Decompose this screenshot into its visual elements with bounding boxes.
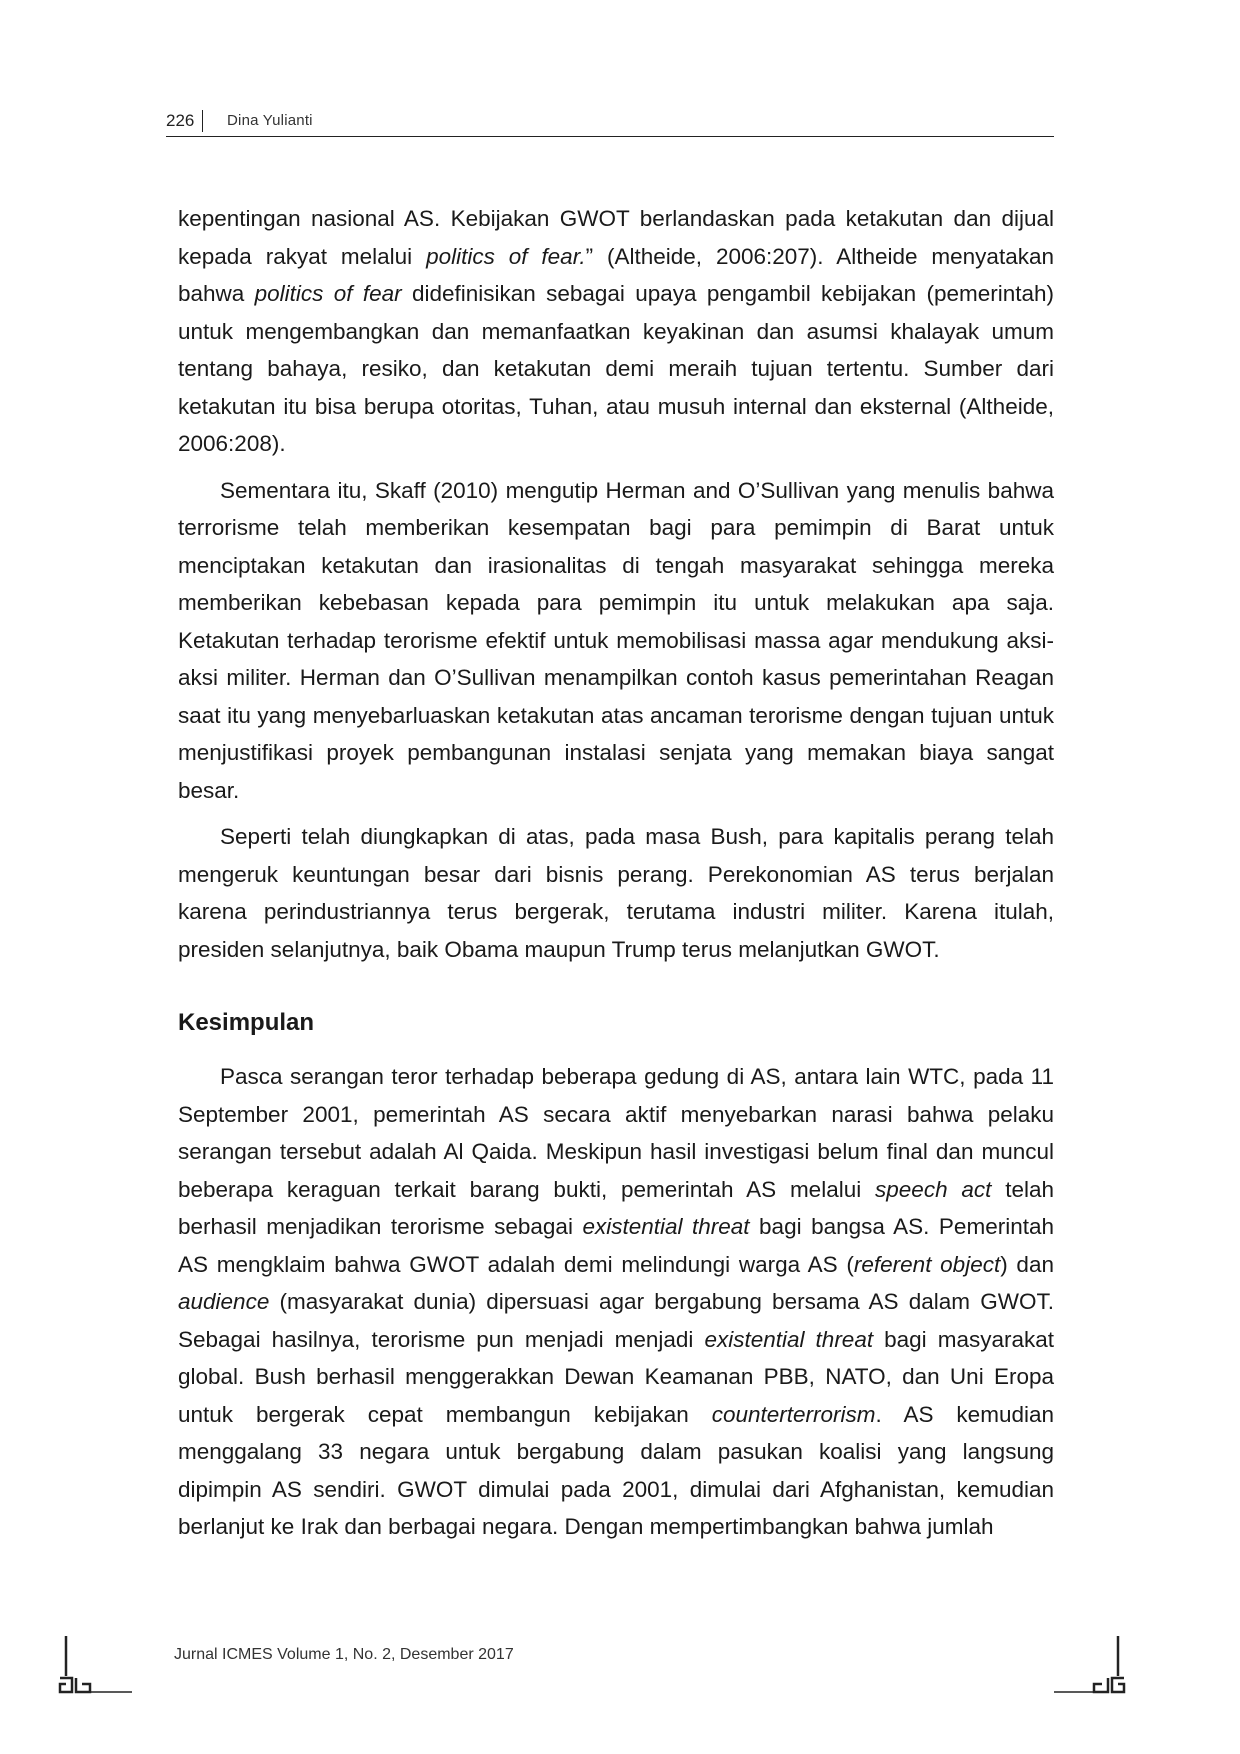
running-header bbox=[166, 108, 1054, 137]
corner-ornament-left-icon bbox=[58, 1636, 138, 1696]
header-author: Dina Yulianti bbox=[227, 112, 313, 129]
journal-footer: Jurnal ICMES Volume 1, No. 2, Desember 2017 bbox=[174, 1646, 514, 1663]
paragraph-3: Seperti telah diungkapkan di atas, pada masa Bush, para kapitalis perang telah mengeruk keuntungan besar dari bisnis perang. Perekonomian AS terus berjalan karena perindustriannya terus bergerak, terutama industri militer. Karena itulah, presiden selanjutnya, baik Obama maupun Trump terus melanjutkan GWOT. bbox=[178, 824, 1054, 962]
page-number: 226 bbox=[166, 110, 203, 132]
paragraph-4: Pasca serangan teror terhadap beberapa gedung di AS, antara lain WTC, pada 11 September 2001, pemerintah AS secara aktif menyebarkan narasi bahwa pelaku serangan tersebut adalah Al Qaida. Meskipun hasil investigasi belum final dan muncul beberapa keraguan terkait barang bukti, pemerintah AS melalui speech act telah berhasil menjadikan terorisme sebagai existential threat bagi bangsa AS. Pemerintah AS mengklaim bahwa GWOT adalah demi melindungi warga AS (referent object) dan audience (masyarakat dunia) dipersuasi agar bergabung bersama AS dalam GWOT. Sebagai hasilnya, terorisme pun menjadi menjadi existential threat bagi masyarakat global. Bush berhasil menggerakkan Dewan Keamanan PBB, NATO, dan Uni Eropa untuk bergerak cepat membangun kebijakan counterterrorism. AS kemudian menggalang 33 negara untuk bergabung dalam pasukan koalisi yang langsung dipimpin AS sendiri. GWOT dimulai pada 2001, dimulai dari Afghanistan, kemudian berlanjut ke Irak dan berbagai negara. Dengan mempertimbangkan bahwa jumlah bbox=[178, 1064, 1054, 1539]
section-heading: Kesimpulan bbox=[178, 1009, 315, 1036]
paragraph-1: kepentingan nasional AS. Kebijakan GWOT berlandaskan pada ketakutan dan dijual kepada rakyat melalui politics of fear.” (Altheide, 2006:207). Altheide menyatakan bahwa politics of fear didefinisikan sebagai upaya pengambil kebijakan (pemerintah) untuk mengembangkan dan memanfaatkan keyakinan dan asumsi khalayak umum tentang bahaya, resiko, dan ketakutan demi meraih tujuan tertentu. Sumber dari ketakutan itu bisa berupa otoritas, Tuhan, atau musuh internal dan eksternal (Altheide, 2006:208). bbox=[178, 206, 1055, 456]
paragraph-2: Sementara itu, Skaff (2010) mengutip Herman and O’Sullivan yang menulis bahwa terrorisme telah memberikan kesempatan bagi para pemimpin di Barat untuk menciptakan ketakutan dan irasionalitas di tengah masyarakat sehingga mereka memberikan kebebasan kepada para pemimpin itu untuk melakukan apa saja. Ketakutan terhadap terorisme efektif untuk memobilisasi massa agar mendukung aksi-aksi militer. Herman dan O’Sullivan menampilkan contoh kasus pemerintahan Reagan saat itu yang menyebarluaskan ketakutan atas ancaman terorisme dengan tujuan untuk menjustifikasi proyek pembangunan instalasi senjata yang memakan biaya sangat besar. bbox=[178, 477, 1054, 803]
corner-ornament-right-icon bbox=[1050, 1636, 1130, 1696]
article-body bbox=[178, 200, 1054, 1555]
